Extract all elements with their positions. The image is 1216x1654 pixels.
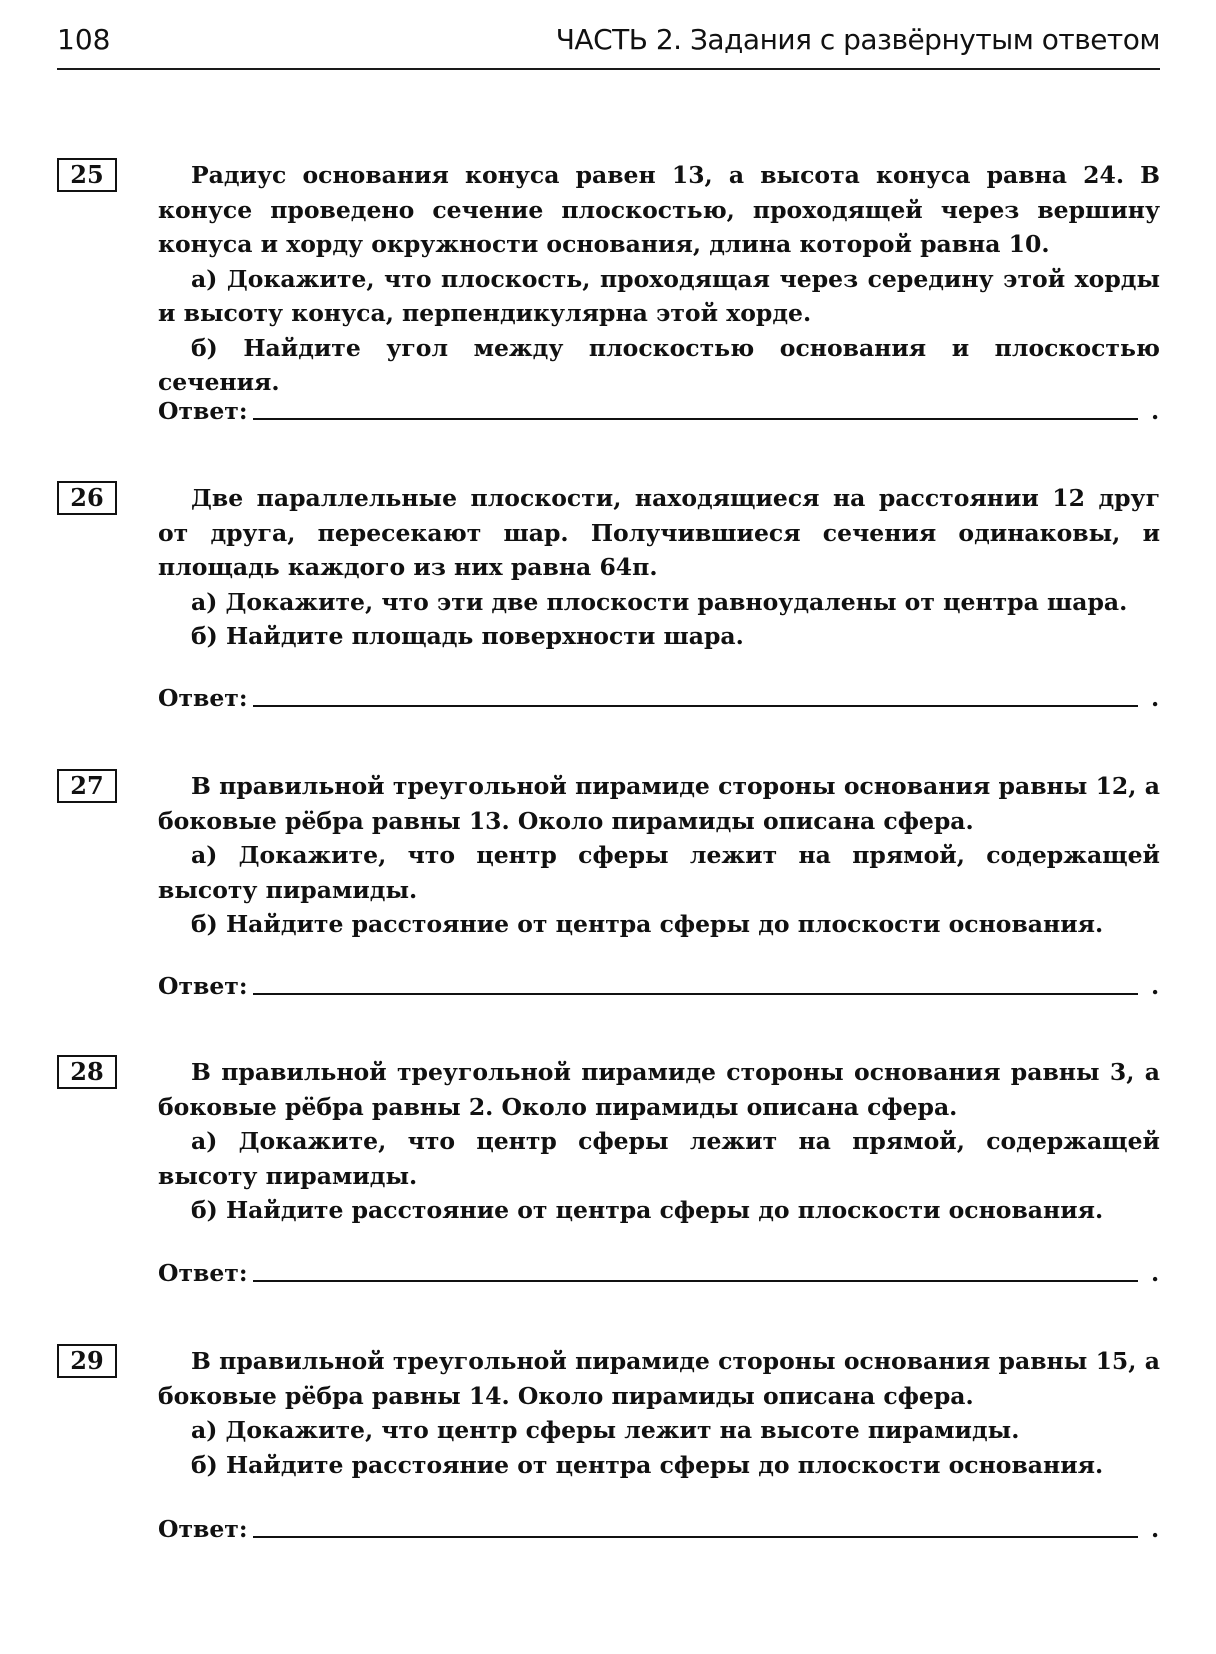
answer-field[interactable] [253,993,1138,995]
page-number: 108 [57,23,111,56]
answer-end-dot: . [1151,972,1160,1000]
answer-label: Ответ: [158,1259,248,1287]
task-text [158,1055,1160,1228]
answer-label: Ответ: [158,684,248,712]
answer-field[interactable] [253,418,1138,420]
task-part-a: а) Докажите, что плоскость, проходящая через середину этой хорды и высоту конуса, перпендикулярна этой хорде. [158,264,1160,327]
answer-field[interactable] [253,705,1138,707]
task-part-b: б) Найдите расстояние от центра сферы до плоскости основания. [191,1450,1104,1479]
task-condition: В правильной треугольной пирамиде стороны основания равны 15, а боковые рёбра равны 14. Около пирамиды описана сфера. [158,1347,1160,1410]
answer-end-dot: . [1151,684,1160,712]
answer-row [158,1512,1160,1546]
task-part-b: б) Найдите расстояние от центра сферы до плоскости основания. [191,910,1104,938]
task-part-a: а) Докажите, что эти две плоскости равноудалены от центра шара. [191,587,1128,616]
task-text [158,158,1160,400]
task-number: 28 [57,1055,117,1089]
answer-row [158,394,1160,428]
answer-end-dot: . [1151,1259,1160,1287]
answer-label: Ответ: [158,397,248,425]
task-condition: В правильной треугольной пирамиде стороны основания равны 12, а боковые рёбра равны 13. Около пирамиды описана сфера. [158,772,1160,835]
answer-end-dot: . [1151,1515,1160,1543]
task-number: 25 [57,158,117,192]
task-number: 27 [57,769,117,803]
task-part-b: б) Найдите расстояние от центра сферы до плоскости основания. [191,1196,1104,1224]
answer-label: Ответ: [158,972,248,1000]
answer-row [158,681,1160,715]
task-number: 29 [57,1344,117,1378]
task-part-a: а) Докажите, что центр сферы лежит на высоте пирамиды. [191,1416,1020,1444]
answer-row [158,1256,1160,1290]
answer-field[interactable] [253,1280,1138,1282]
task-condition: Две параллельные плоскости, находящиеся на расстоянии 12 друг от друга, пересекают шар. Получившиеся сечения одинаковы, и площадь каждого из них равна 64π. [158,484,1160,581]
section-title: ЧАСТЬ 2. Задания с развёрнутым ответом [555,23,1160,56]
answer-field[interactable] [253,1536,1138,1538]
task-condition: В правильной треугольной пирамиде стороны основания равны 3, а боковые рёбра равны 2. Около пирамиды описана сфера. [158,1058,1160,1121]
task-part-b: б) Найдите угол между плоскостью основания и плоскостью сечения. [158,333,1160,396]
answer-label: Ответ: [158,1515,248,1543]
answer-end-dot: . [1151,397,1160,425]
task-text [158,1344,1160,1482]
task-part-b: б) Найдите площадь поверхности шара. [191,622,744,650]
task-condition: Радиус основания конуса равен 13, а высота конуса равна 24. В конусе проведено сечение плоскостью, проходящей через вершину конуса и хорду окружности основания, длина которой равна 10. [158,161,1160,258]
task-part-a: а) Докажите, что центр сферы лежит на прямой, содержащей высоту пирамиды. [158,841,1160,904]
task-text [158,769,1160,942]
page-header [57,20,1160,70]
task-number: 26 [57,481,117,515]
task-text [158,481,1160,654]
task-part-a: а) Докажите, что центр сферы лежит на прямой, содержащей высоту пирамиды. [158,1127,1160,1190]
answer-row [158,969,1160,1003]
